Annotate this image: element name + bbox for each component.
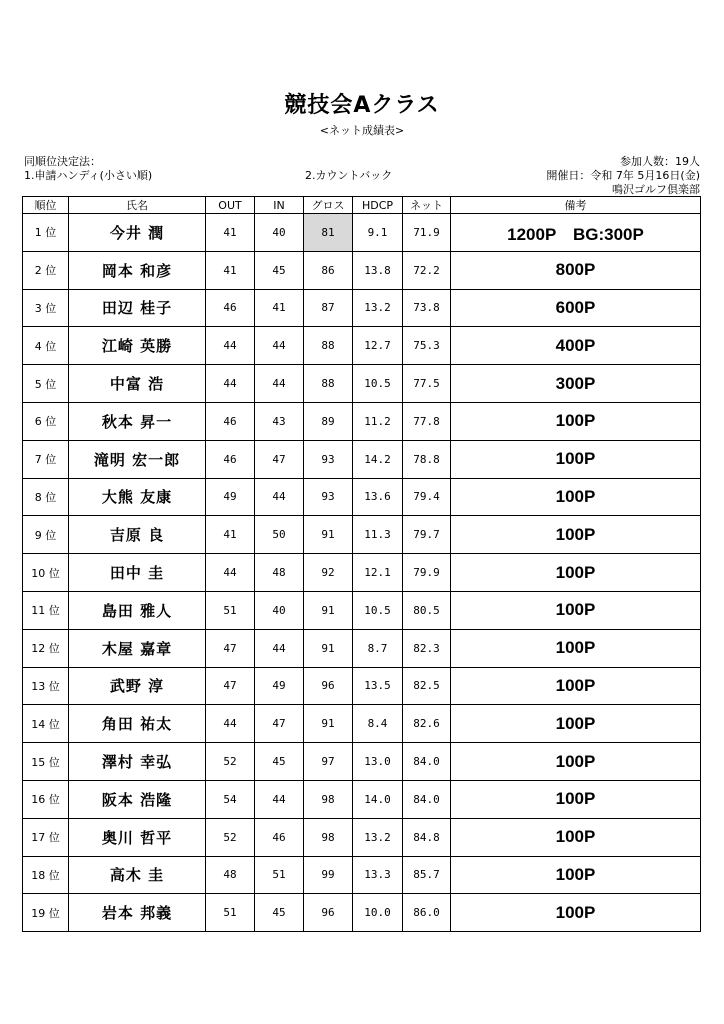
header-out: OUT	[206, 197, 255, 214]
player-name: 澤村 幸弘	[69, 743, 206, 781]
net-score: 73.8	[403, 289, 451, 327]
table-row	[23, 591, 701, 629]
player-name: 大熊 友康	[69, 478, 206, 516]
table-row	[23, 440, 701, 478]
in-score: 50	[255, 516, 304, 554]
rank-cell: 15 位	[23, 743, 69, 781]
header-rank: 順位	[23, 197, 69, 214]
gross-score: 91	[304, 629, 353, 667]
remarks-points: 100P	[451, 780, 701, 818]
remarks-points: 100P	[451, 554, 701, 592]
remarks-points: 800P	[451, 251, 701, 289]
gross-score: 97	[304, 743, 353, 781]
rank-cell: 8 位	[23, 478, 69, 516]
net-score: 85.7	[403, 856, 451, 894]
gross-score: 86	[304, 251, 353, 289]
handicap: 13.2	[353, 818, 403, 856]
table-row	[23, 478, 701, 516]
in-score: 48	[255, 554, 304, 592]
out-score: 48	[206, 856, 255, 894]
out-score: 51	[206, 591, 255, 629]
out-score: 52	[206, 818, 255, 856]
remarks-points: 100P	[451, 629, 701, 667]
rank-cell: 3 位	[23, 289, 69, 327]
net-score: 71.9	[403, 214, 451, 252]
player-name: 吉原 良	[69, 516, 206, 554]
in-score: 41	[255, 289, 304, 327]
table-row	[23, 629, 701, 667]
handicap: 8.4	[353, 705, 403, 743]
gross-score: 99	[304, 856, 353, 894]
handicap: 11.3	[353, 516, 403, 554]
gross-score: 93	[304, 478, 353, 516]
in-score: 40	[255, 214, 304, 252]
in-score: 46	[255, 818, 304, 856]
net-score: 82.5	[403, 667, 451, 705]
player-name: 岩本 邦義	[69, 894, 206, 932]
net-score: 84.8	[403, 818, 451, 856]
handicap: 13.5	[353, 667, 403, 705]
table-row	[23, 327, 701, 365]
handicap: 11.2	[353, 402, 403, 440]
in-score: 43	[255, 402, 304, 440]
handicap: 10.5	[353, 591, 403, 629]
out-score: 46	[206, 402, 255, 440]
handicap: 9.1	[353, 214, 403, 252]
player-name: 木屋 嘉章	[69, 629, 206, 667]
out-score: 49	[206, 478, 255, 516]
event-date: 開催日：令和 7年 5月16日(金)	[546, 169, 700, 182]
rank-cell: 19 位	[23, 894, 69, 932]
table-row	[23, 780, 701, 818]
club-name: 鳴沢ゴルフ倶楽部	[612, 183, 700, 196]
rank-cell: 11 位	[23, 591, 69, 629]
gross-score: 88	[304, 327, 353, 365]
remarks-points: 100P	[451, 516, 701, 554]
net-score: 82.3	[403, 629, 451, 667]
player-name: 島田 雅人	[69, 591, 206, 629]
remarks-points: 1200P BG:300P	[451, 214, 701, 252]
out-score: 52	[206, 743, 255, 781]
remarks-points: 100P	[451, 894, 701, 932]
in-score: 40	[255, 591, 304, 629]
rank-cell: 16 位	[23, 780, 69, 818]
rank-cell: 17 位	[23, 818, 69, 856]
remarks-points: 100P	[451, 402, 701, 440]
table-row	[23, 554, 701, 592]
table-row	[23, 818, 701, 856]
table-row	[23, 251, 701, 289]
handicap: 13.3	[353, 856, 403, 894]
net-score: 75.3	[403, 327, 451, 365]
in-score: 44	[255, 780, 304, 818]
net-score: 82.6	[403, 705, 451, 743]
handicap: 14.0	[353, 780, 403, 818]
results-table	[22, 196, 701, 932]
out-score: 44	[206, 365, 255, 403]
player-name: 田辺 桂子	[69, 289, 206, 327]
tiebreak-label: 同順位決定法：	[24, 155, 101, 168]
gross-score: 96	[304, 667, 353, 705]
gross-score: 98	[304, 818, 353, 856]
in-score: 44	[255, 327, 304, 365]
gross-score: 91	[304, 705, 353, 743]
handicap: 13.2	[353, 289, 403, 327]
rank-cell: 12 位	[23, 629, 69, 667]
handicap: 13.0	[353, 743, 403, 781]
rank-cell: 13 位	[23, 667, 69, 705]
player-name: 江崎 英勝	[69, 327, 206, 365]
net-score: 79.7	[403, 516, 451, 554]
out-score: 47	[206, 629, 255, 667]
rank-cell: 5 位	[23, 365, 69, 403]
net-score: 72.2	[403, 251, 451, 289]
table-row	[23, 894, 701, 932]
handicap: 12.1	[353, 554, 403, 592]
rank-cell: 14 位	[23, 705, 69, 743]
net-score: 77.8	[403, 402, 451, 440]
player-name: 今井 潤	[69, 214, 206, 252]
net-score: 77.5	[403, 365, 451, 403]
header-name: 氏名	[69, 197, 206, 214]
header-in: IN	[255, 197, 304, 214]
out-score: 46	[206, 289, 255, 327]
out-score: 51	[206, 894, 255, 932]
rank-cell: 6 位	[23, 402, 69, 440]
table-row	[23, 402, 701, 440]
remarks-points: 100P	[451, 743, 701, 781]
rank-cell: 7 位	[23, 440, 69, 478]
player-name: 滝明 宏一郎	[69, 440, 206, 478]
gross-score: 87	[304, 289, 353, 327]
table-row	[23, 516, 701, 554]
remarks-points: 100P	[451, 818, 701, 856]
player-name: 秋本 昇一	[69, 402, 206, 440]
table-row	[23, 743, 701, 781]
out-score: 41	[206, 251, 255, 289]
player-name: 武野 淳	[69, 667, 206, 705]
gross-score: 93	[304, 440, 353, 478]
gross-score: 88	[304, 365, 353, 403]
handicap: 13.8	[353, 251, 403, 289]
player-name: 岡本 和彦	[69, 251, 206, 289]
in-score: 45	[255, 894, 304, 932]
rank-cell: 9 位	[23, 516, 69, 554]
tiebreak-rule-1: 1.申請ハンディ(小さい順)	[24, 169, 153, 182]
header-hdcp: HDCP	[353, 197, 403, 214]
out-score: 44	[206, 327, 255, 365]
remarks-points: 600P	[451, 289, 701, 327]
out-score: 44	[206, 705, 255, 743]
net-score: 84.0	[403, 743, 451, 781]
handicap: 14.2	[353, 440, 403, 478]
remarks-points: 100P	[451, 705, 701, 743]
player-name: 田中 圭	[69, 554, 206, 592]
rank-cell: 18 位	[23, 856, 69, 894]
net-score: 79.4	[403, 478, 451, 516]
page-subtitle: <ネット成績表>	[319, 124, 405, 137]
net-score: 79.9	[403, 554, 451, 592]
net-score: 86.0	[403, 894, 451, 932]
gross-score: 98	[304, 780, 353, 818]
handicap: 8.7	[353, 629, 403, 667]
header-gross: グロス	[304, 197, 353, 214]
header-remarks: 備考	[451, 197, 701, 214]
table-row	[23, 289, 701, 327]
rank-cell: 1 位	[23, 214, 69, 252]
remarks-points: 400P	[451, 327, 701, 365]
player-name: 角田 祐太	[69, 705, 206, 743]
net-score: 78.8	[403, 440, 451, 478]
net-score: 84.0	[403, 780, 451, 818]
in-score: 49	[255, 667, 304, 705]
handicap: 10.0	[353, 894, 403, 932]
handicap: 13.6	[353, 478, 403, 516]
in-score: 45	[255, 743, 304, 781]
remarks-points: 300P	[451, 365, 701, 403]
in-score: 44	[255, 365, 304, 403]
in-score: 45	[255, 251, 304, 289]
table-row	[23, 214, 701, 252]
gross-score: 89	[304, 402, 353, 440]
player-name: 阪本 浩隆	[69, 780, 206, 818]
table-row	[23, 667, 701, 705]
out-score: 41	[206, 214, 255, 252]
out-score: 54	[206, 780, 255, 818]
remarks-points: 100P	[451, 591, 701, 629]
player-name: 高木 圭	[69, 856, 206, 894]
table-row	[23, 705, 701, 743]
page-title: 競技会Aクラス	[284, 93, 440, 118]
rank-cell: 2 位	[23, 251, 69, 289]
header-net: ネット	[403, 197, 451, 214]
table-row	[23, 365, 701, 403]
remarks-points: 100P	[451, 478, 701, 516]
gross-score: 96	[304, 894, 353, 932]
handicap: 12.7	[353, 327, 403, 365]
tiebreak-rule-2: 2.カウントバック	[305, 169, 393, 182]
rank-cell: 4 位	[23, 327, 69, 365]
table-header-row	[23, 197, 701, 214]
gross-score: 92	[304, 554, 353, 592]
out-score: 46	[206, 440, 255, 478]
remarks-points: 100P	[451, 667, 701, 705]
net-score: 80.5	[403, 591, 451, 629]
participant-count: 参加人数：19人	[620, 155, 700, 168]
table-row	[23, 856, 701, 894]
rank-cell: 10 位	[23, 554, 69, 592]
gross-score: 91	[304, 516, 353, 554]
in-score: 47	[255, 440, 304, 478]
handicap: 10.5	[353, 365, 403, 403]
gross-score: 81	[304, 214, 353, 252]
gross-score: 91	[304, 591, 353, 629]
player-name: 中富 浩	[69, 365, 206, 403]
in-score: 44	[255, 629, 304, 667]
out-score: 41	[206, 516, 255, 554]
in-score: 51	[255, 856, 304, 894]
remarks-points: 100P	[451, 856, 701, 894]
out-score: 44	[206, 554, 255, 592]
out-score: 47	[206, 667, 255, 705]
in-score: 47	[255, 705, 304, 743]
player-name: 奥川 哲平	[69, 818, 206, 856]
in-score: 44	[255, 478, 304, 516]
remarks-points: 100P	[451, 440, 701, 478]
